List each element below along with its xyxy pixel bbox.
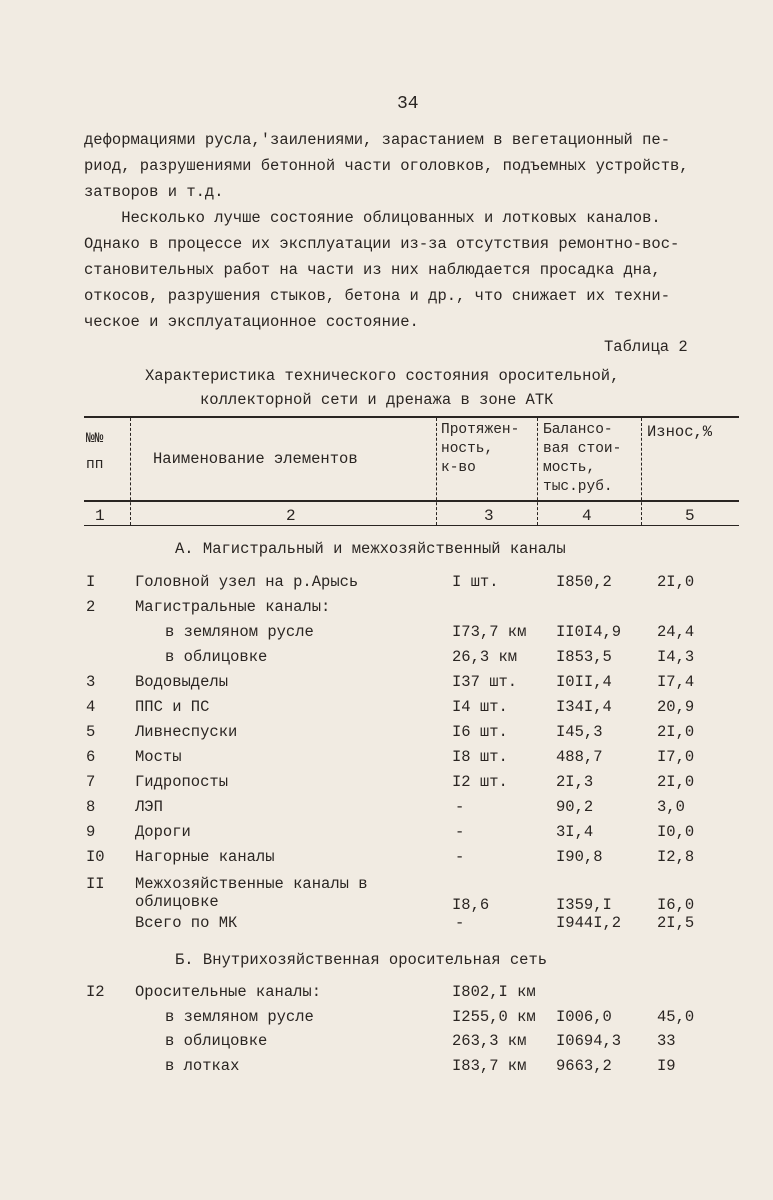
table-label: Таблица 2 bbox=[604, 338, 688, 356]
cell-name: Оросительные каналы: bbox=[135, 983, 322, 1001]
cell-name: в облицовке bbox=[165, 1032, 268, 1050]
header-length bbox=[441, 421, 519, 478]
table-row bbox=[0, 598, 773, 622]
cell-length: - bbox=[455, 848, 465, 866]
table-row bbox=[0, 748, 773, 772]
section-a-heading: А. Магистральный и межхозяйственный каналы bbox=[175, 540, 566, 558]
header-text: мость, bbox=[543, 460, 596, 476]
section-b-heading: Б. Внутрихозяйственная оросительная сеть bbox=[175, 951, 548, 969]
cell-name: Дороги bbox=[135, 823, 191, 841]
paragraph-line: Однако в процессе их эксплуатации из-за отсутствия ремонтно-вос- bbox=[84, 235, 680, 253]
column-number: 5 bbox=[685, 507, 695, 525]
column-divider bbox=[537, 418, 538, 525]
column-number: 2 bbox=[286, 507, 296, 525]
cell-no: 5 bbox=[86, 723, 96, 741]
paragraph-line: затворов и т.д. bbox=[84, 183, 224, 201]
cell-name: Гидропосты bbox=[135, 773, 229, 791]
cell-no: I0 bbox=[86, 848, 105, 866]
cell-cost: I90,8 bbox=[556, 848, 603, 866]
cell-length: I802,I км bbox=[452, 983, 536, 1001]
cell-length: I255,0 км bbox=[452, 1007, 536, 1026]
header-text: №№ bbox=[86, 431, 104, 447]
table-row bbox=[0, 1008, 773, 1032]
column-number: 3 bbox=[484, 507, 494, 525]
cell-length: - bbox=[455, 914, 465, 932]
cell-no: 3 bbox=[86, 673, 96, 691]
column-number: 1 bbox=[95, 507, 105, 525]
table-row bbox=[0, 798, 773, 822]
table-row bbox=[0, 698, 773, 722]
table-row bbox=[0, 573, 773, 597]
header-cost bbox=[543, 421, 621, 497]
header-text: пп bbox=[86, 457, 104, 473]
cell-name: Всего по МК bbox=[135, 914, 238, 932]
column-number: 4 bbox=[582, 507, 592, 525]
cell-no: 9 bbox=[86, 823, 96, 841]
paragraph-line: деформациями русла,'заилениями, зарастанием в вегетационный пе- bbox=[84, 131, 670, 149]
cell-length: - bbox=[455, 823, 465, 841]
cell-cost: I0694,3 bbox=[556, 1032, 622, 1050]
cell-length: 26,3 км bbox=[452, 648, 518, 666]
cell-cost: I006,0 bbox=[556, 1007, 612, 1026]
cell-wear: 3,0 bbox=[657, 798, 685, 816]
table-row bbox=[0, 848, 773, 872]
column-divider bbox=[130, 418, 131, 525]
cell-length: I8 шт. bbox=[452, 748, 508, 766]
cell-wear: 45,0 bbox=[657, 1007, 695, 1026]
cell-cost: 488,7 bbox=[556, 748, 603, 766]
column-divider bbox=[641, 418, 642, 525]
paragraph-1 bbox=[84, 127, 744, 205]
cell-name: Головной узел на р.Арысь bbox=[135, 573, 359, 591]
cell-wear: I7,4 bbox=[657, 673, 695, 691]
cell-name: Водовыделы bbox=[135, 673, 229, 691]
cell-cost: 2I,3 bbox=[556, 773, 594, 791]
cell-name: ЛЭП bbox=[135, 798, 163, 816]
cell-name: Нагорные каналы bbox=[135, 848, 275, 866]
cell-name: в земляном русле bbox=[165, 1007, 314, 1026]
header-text: тыс.руб. bbox=[543, 479, 613, 495]
cell-cost: 90,2 bbox=[556, 798, 594, 816]
cell-name: в лотках bbox=[165, 1056, 240, 1075]
cell-name: Магистральные каналы: bbox=[135, 598, 331, 616]
cell-cost: 3I,4 bbox=[556, 823, 594, 841]
cell-no: 2 bbox=[86, 598, 96, 616]
cell-cost: I45,3 bbox=[556, 723, 603, 741]
table-row bbox=[0, 983, 773, 1007]
cell-wear: 20,9 bbox=[657, 698, 695, 716]
cell-wear: I7,0 bbox=[657, 748, 695, 766]
cell-no: 7 bbox=[86, 773, 96, 791]
paragraph-line: риод, разрушениями бетонной части оголовков, подъемных устройств, bbox=[84, 157, 689, 175]
cell-name: ППС и ПС bbox=[135, 698, 210, 716]
cell-wear: 2I,0 bbox=[657, 573, 695, 591]
cell-cost: I359,I bbox=[556, 896, 612, 914]
cell-name: облицовке bbox=[135, 893, 219, 911]
table-title-line: коллекторной сети и дренажа в зоне АТК bbox=[200, 391, 554, 409]
cell-no: II bbox=[86, 875, 105, 893]
cell-wear: 24,4 bbox=[657, 623, 695, 641]
table-row bbox=[0, 823, 773, 847]
cell-name: в земляном русле bbox=[165, 623, 314, 641]
cell-length: I37 шт. bbox=[452, 673, 518, 691]
cell-cost: I853,5 bbox=[556, 648, 612, 666]
cell-no: 8 bbox=[86, 798, 96, 816]
header-text: вая стои- bbox=[543, 441, 622, 457]
cell-cost: I34I,4 bbox=[556, 698, 612, 716]
header-name: Наименование элементов bbox=[153, 450, 358, 468]
cell-name: Межхозяйственные каналы в bbox=[135, 875, 368, 893]
cell-cost: II0I4,9 bbox=[556, 623, 622, 641]
cell-name: в облицовке bbox=[165, 648, 268, 666]
cell-length: I6 шт. bbox=[452, 723, 508, 741]
cell-wear: 2I,0 bbox=[657, 723, 695, 741]
header-wear: Износ,% bbox=[647, 423, 713, 441]
table-title bbox=[145, 364, 665, 412]
header-no bbox=[86, 430, 103, 475]
cell-length: I83,7 км bbox=[452, 1056, 527, 1075]
column-divider bbox=[436, 418, 437, 525]
cell-length: - bbox=[455, 798, 465, 816]
table-row-total bbox=[0, 914, 773, 938]
cell-no: I bbox=[86, 573, 96, 591]
paragraph-line: откосов, разрушения стыков, бетона и др., что снижает их техни- bbox=[84, 287, 670, 305]
table-row bbox=[0, 648, 773, 672]
cell-cost: I850,2 bbox=[556, 573, 612, 591]
cell-wear: 2I,5 bbox=[657, 914, 695, 932]
cell-length: 263,3 км bbox=[452, 1032, 527, 1050]
cell-length: I73,7 км bbox=[452, 623, 527, 641]
cell-cost: I944I,2 bbox=[556, 914, 622, 932]
table-row bbox=[0, 723, 773, 747]
cell-wear: I0,0 bbox=[657, 823, 695, 841]
cell-length: I2 шт. bbox=[452, 773, 508, 791]
cell-length: I4 шт. bbox=[452, 698, 508, 716]
cell-wear: 2I,0 bbox=[657, 773, 695, 791]
table-row bbox=[0, 1032, 773, 1056]
paragraph-line: ческое и эксплуатационное состояние. bbox=[84, 313, 419, 331]
paragraph-line: Несколько лучше состояние облицованных и лотковых каналов. bbox=[84, 209, 661, 227]
table-title-line: Характеристика технического состояния оросительной, bbox=[145, 367, 620, 385]
cell-no: 4 bbox=[86, 698, 96, 716]
cell-wear: I9 bbox=[657, 1056, 676, 1075]
header-text: ность, bbox=[441, 441, 494, 457]
cell-wear: I2,8 bbox=[657, 848, 695, 866]
table-row bbox=[0, 773, 773, 797]
cell-cost: 9663,2 bbox=[556, 1056, 612, 1075]
table-row bbox=[0, 623, 773, 647]
cell-length: I8,6 bbox=[452, 896, 490, 914]
cell-length: I шт. bbox=[452, 573, 499, 591]
paragraph-line: становительных работ на части из них наблюдается просадка дна, bbox=[84, 261, 661, 279]
table-row bbox=[0, 1057, 773, 1081]
cell-wear: 33 bbox=[657, 1032, 676, 1050]
table-number-rule bbox=[84, 525, 739, 526]
cell-name: Мосты bbox=[135, 748, 182, 766]
table-row bbox=[0, 673, 773, 697]
cell-no: I2 bbox=[86, 983, 105, 1001]
paragraph-2 bbox=[84, 205, 744, 335]
cell-wear: I4,3 bbox=[657, 648, 695, 666]
cell-no: 6 bbox=[86, 748, 96, 766]
cell-wear: I6,0 bbox=[657, 896, 695, 914]
header-text: Балансо- bbox=[543, 422, 613, 438]
cell-cost: I0II,4 bbox=[556, 673, 612, 691]
header-text: к-во bbox=[441, 460, 476, 476]
page-number: 34 bbox=[397, 94, 419, 114]
header-text: Протяжен- bbox=[441, 422, 520, 438]
cell-name: Ливнеспуски bbox=[135, 723, 238, 741]
